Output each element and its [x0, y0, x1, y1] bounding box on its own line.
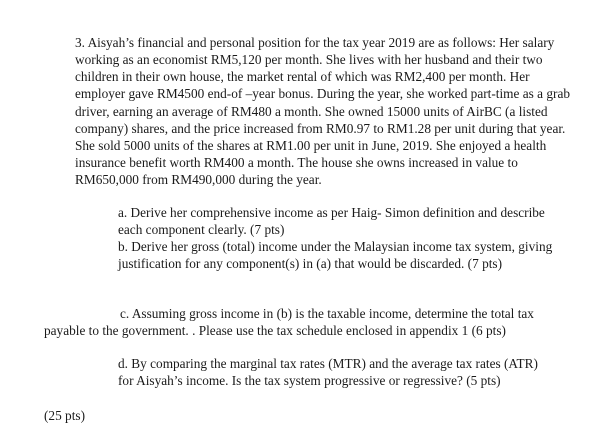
- part-c-text: c. Assuming gross income in (b) is the taxable income, determine the total tax payable to the government. . Please use the tax schedule enclosed in appendix 1 (6 pts): [44, 306, 534, 338]
- total-points: (25 pts): [44, 408, 85, 423]
- question-paragraph: 3. Aisyah’s financial and personal position for the tax year 2019 are as follows: Her salary working as an economist RM5,120 per month. She lives with her husband and their two children in their own house, the market rental of which was RM2,400 per month. Her employer gave RM4500 end-of –year bonus. During the year, she worked part-time as a grab driver, earning an average of RM480 a month. She owned 15000 units of AirBC (a listed company) shares, and the price increased from RM0.97 to RM1.28 per unit during that year. She sold 5000 units of the shares at RM1.00 per unit in June, 2019. She enjoyed a health insurance benefit worth RM400 a month. The house she owns increased in value to RM650,000 from RM490,000 during the year.: [75, 35, 570, 188]
- part-d-text: d. By comparing the marginal tax rates (MTR) and the average tax rates (ATR) for Aisyah’s income. Is the tax system progressive or regressive? (5 pts): [118, 356, 538, 388]
- part-b-text: b. Derive her gross (total) income under the Malaysian income tax system, giving justification for any component(s) in (a) that would be discarded. (7 pts): [118, 239, 553, 271]
- part-a-text: a. Derive her comprehensive income as per Haig- Simon definition and describe each component clearly. (7 pts): [118, 205, 545, 237]
